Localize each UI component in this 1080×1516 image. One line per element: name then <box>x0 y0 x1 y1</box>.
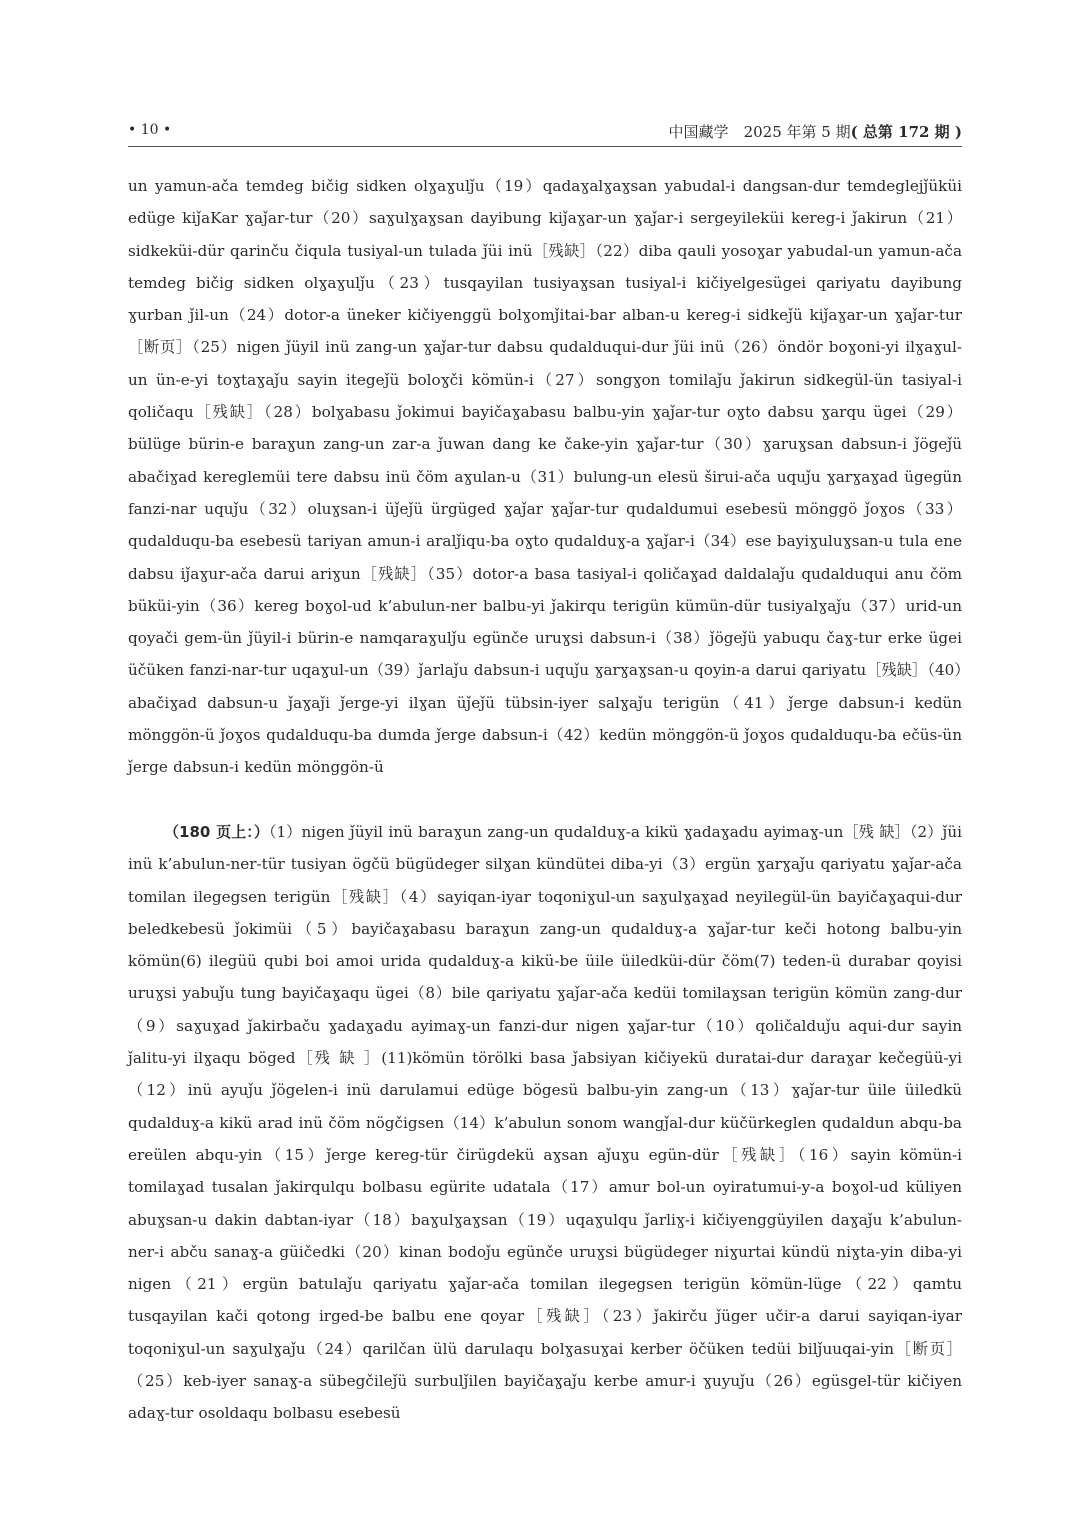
transliteration-paragraph <box>128 816 962 1430</box>
journal-title: 中国藏学 <box>668 123 729 141</box>
journal-info <box>669 121 962 142</box>
transliteration-paragraph <box>128 170 962 784</box>
page-number: • 10 • <box>128 122 172 138</box>
section-label: （180 页上：） <box>164 823 269 841</box>
year-issue: 2025 年第 5 期 <box>743 123 851 141</box>
total-issue: ( 总第 172 期 ) <box>850 123 962 141</box>
running-header <box>128 120 962 147</box>
paragraph-text: （1）nigen ǰüyil inü baraɣun zang-un qudalduɣ-a kikü ɣadaɣadu ayimaɣ-un［残 缺］（2）ǰüi inü k’abulun-ner-tür tusiyan ögčü bügüdeger silɣan kündütei diba-yi（3）ergün ɣarɣaǰu qariyatu ɣaǰar-ača tomilan ilegegsen terigün［残缺］（4）sayiqan-iyar toqoniɣul-un saɣulɣaɣad neyilegül-ün bayičaɣaqui-dur beledkebesü ǰokimüi（5）bayičaɣabasu baraɣun zang-un qudalduɣ-a ɣaǰar-tur keči hotong balbu-yin kömün(6) ilegüü qubi boi amoi urida qudalduɣ-a kikü-be üile üiledküi-dür čöm(7) teden-ü durabar qoyisi uruɣsi yabuǰu tung bayičaɣaqu ügei（8）bile qariyatu ɣaǰar-ača kedüi tomilaɣsan terigün kömün zang-dur（9）saɣuɣad ǰakirbaču ɣadaɣadu ayimaɣ-un fanzi-dur nigen ɣaǰar-tur（10）qoličalduǰu aqui-dur sayin ǰalitu-yi ilɣaqu böged［残 缺 ］(11)kömün törölki basa ǰabsiyan kičiyekü duratai-dur daraɣar kečegüü-yi（12）inü ayuǰu ǰögelen-i inü darulamui edüge bögesü balbu-yin zang-un（13）ɣaǰar-tur üile üiledkü qudalduɣ-a kikü arad inü čöm nögčigsen（14）k’abulun sonom wangǰal-dur küčürkeglen qudaldun abqu-ba ereülen abqu-yin（15）ǰerge kereg-tür čirügdekü aɣsan aǰuɣu egün-dür［残缺］（16）sayin kömün-i tomilaɣad tusalan ǰakirqulqu bolbasu egürite udatala（17）amur bol-un oyiratumui-y-a boɣol-ud küliyen abuɣsan-u dakin dabtan-iyar（18）baɣulɣaɣsan（19）uqaɣulqu ǰarliɣ-i kičiyenggüyilen daɣaǰu k’abulun-ner-i abču sanaɣ-a güičedki（20）kinan bodoǰu egünče uruɣsi bügüdeger niɣurtai kündü niɣta-yin diba-yi nigen（21）ergün batulaǰu qariyatu ɣaǰar-ača tomilan ilegegsen terigün kömün-lüge（22）qamtu tusqayilan kači qotong irged-be balbu ene qoyar［残缺］（23）ǰakirču ǰüger učir-a darui sayiqan-iyar toqoniɣul-un saɣulɣaǰu（24）qarilčan ülü darulaqu bolɣasuɣai kerber öčüken tedüi bilǰuuqai-yin［断页］（25）keb-iyer sanaɣ-a sübegčileǰü surbulǰilen bayičaɣaǰu kerbe amur-i ɣuyuǰu（26）egüsgel-tür kičiyen adaɣ-tur osoldaqu bolbasu esebesü <box>128 823 962 1423</box>
paragraph-text: un yamun-ača temdeg bičig sidken olɣaɣulǰu（19）qadaɣalɣaɣsan yabudal-i dangsan-dur temdeglejǰüküi edüge kiǰaKar ɣaǰar-tur（20）saɣulɣaɣsan dayibung kiǰaɣar-un ɣaǰar-i sergeyileküi kereg-i ǰakirun（21）sidkeküi-dür qarinču čiqula tusiyal-un tulada ǰüi inü［残缺］（22）diba qauli yosoɣar yabudal-un yamun-ača temdeg bičig sidken olɣaɣulǰu（23）tusqayilan tusiyaɣsan tusiyal-i kičiyelgesügei qariyatu dayibung ɣurban ǰil-un（24）dotor-a üneker kičiyenggü bolɣomǰitai-bar alban-u kereg-i sidkeǰü kiǰaɣar-un ɣaǰar-tur［断页］（25）nigen ǰüyil inü zang-un ɣaǰar-tur dabsu qudalduqui-dur ǰüi inü（26）öndör boɣoni-yi ilɣaɣul-un ün-e-yi toɣtaɣaǰu sayin itegeǰü boloɣči kömün-i（27）songɣon tomilaǰu ǰakirun sidkegül-ün tasiyal-i qoličaqu［残缺］（28）bolɣabasu ǰokimui bayičaɣabasu balbu-yin ɣaǰar-tur oɣto dabsu ɣarqu ügei（29）bülüge bürin-e baraɣun zang-un zar-a ǰuwan dang ke čake-yin ɣaǰar-tur（30）ɣaruɣsan dabsun-i ǰögeǰü abačiɣad kereglemüi tere dabsu inü čöm aɣulan-u（31）bulung-un elesü širui-ača uquǰu ɣarɣaɣad ügegün fanzi-nar uquǰu（32）oluɣsan-i üǰeǰü ürgüged ɣaǰar ɣaǰar-tur qudaldumui esebesü mönggö ǰoɣos（33）qudalduqu-ba esebesü tariyan amun-i aralǰiqu-ba oɣto qudalduɣ-a ɣaǰar-i（34）ese bayiɣuluɣsan-u tula ene dabsu iǰaɣur-ača darui ariɣun［残缺］（35）dotor-a basa tasiyal-i qoličaɣad daldalaǰu qudalduqui anu čöm büküi-yin（36）kereg boɣol-ud k’abulun-ner balbu-yi ǰakirqu terigün kümün-dür tusiyalɣaǰu（37）urid-un qoyači gem-ün ǰüyil-i bürin-e namqaraɣulǰu egünče uruɣsi dabsun-i（38）ǰögeǰü yabuqu čaɣ-tur erke ügei üčüken fanzi-nar-tur uqaɣul-un（39）ǰarlaǰu dabsun-i uquǰu ɣarɣaɣsan-u qoyin-a darui qariyatu［残缺］（40）abačiɣad dabsun-u ǰaɣaǰi ǰerge-yi ilɣan üǰeǰü tübsin-iyer salɣaǰu terigün（41）ǰerge dabsun-i kedün mönggön-ü ǰoɣos qudalduqu-ba dumda ǰerge dabsun-i（42）kedün mönggön-ü ǰoɣos qudalduqu-ba ečüs-ün ǰerge dabsun-i kedün mönggön-ü <box>128 177 962 777</box>
